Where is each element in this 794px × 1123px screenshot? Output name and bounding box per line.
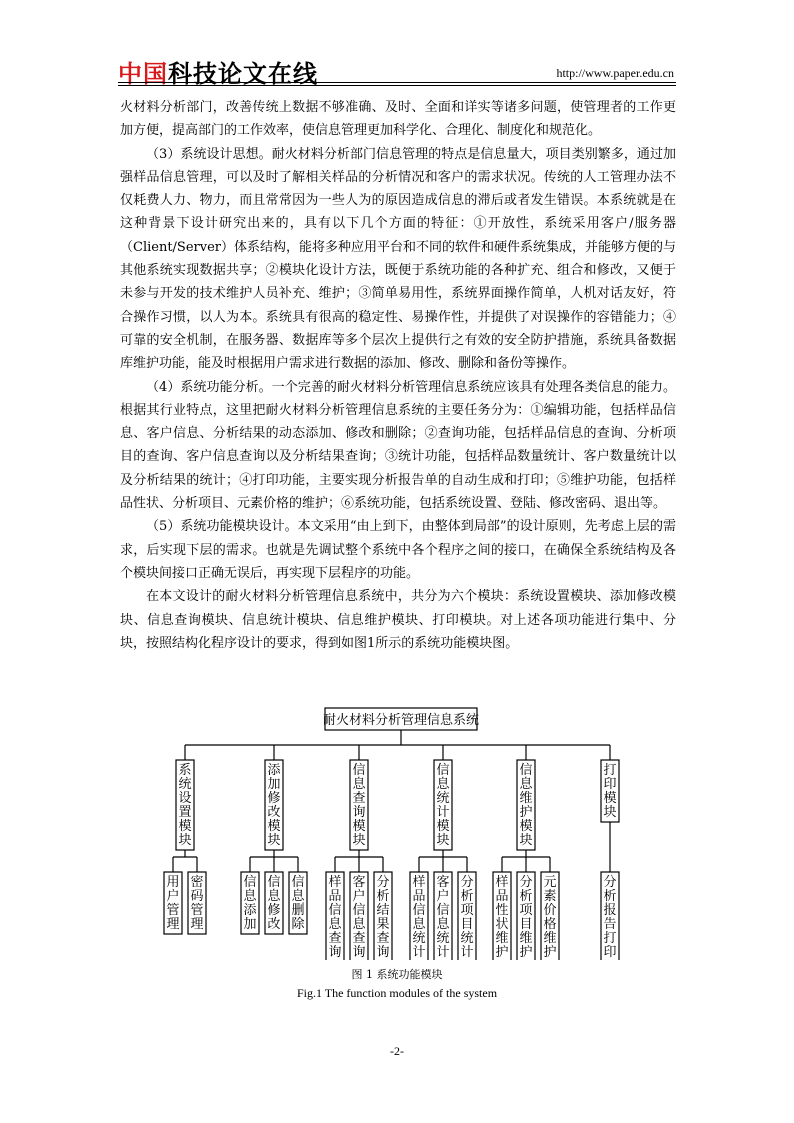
module-node-label: 信息统计模块 [436, 763, 450, 848]
header-rule [118, 82, 676, 83]
paragraph-1: 火材料分析部门，改善传统上数据不够准确、及时、全面和详实等诸多问题，使管理者的工作更加方便，提高部门的工作效率，使信息管理更加科学化、合理化、制度化和规范化。 [120, 100, 676, 139]
body-text [120, 96, 676, 655]
paragraph-5: 在本文设计的耐火材料分析管理信息系统中，共分为六个模块：系统设置模块、添加修改模块、信息查询模块、信息统计模块、信息维护模块、打印模块。对上述各项功能进行集中、分块，按照结构化程序设计的要求，得到如图1所示的系统功能模块图。 [120, 589, 676, 651]
leaf-node-label: 样品信息统计 [412, 875, 426, 960]
diagram-svg [120, 700, 676, 960]
function-module-diagram [120, 700, 676, 960]
leaf-node-label: 信息修改 [267, 875, 281, 932]
leaf-node-label: 用户管理 [166, 875, 180, 932]
leaf-node-label: 分析项目维护 [519, 875, 533, 960]
logo-black-text: 科技论文在线 [168, 60, 318, 88]
leaf-node-label: 客户信息查询 [352, 875, 366, 960]
leaf-node-label: 元素价格维护 [543, 875, 557, 960]
leaf-node-label: 信息删除 [291, 875, 305, 932]
paragraph-3: （4）系统功能分析。一个完善的耐火材料分析管理信息系统应该具有处理各类信息的能力。根据其行业特点，这里把耐火材料分析管理信息系统的主要任务分为：①编辑功能，包括样品信息、客户信息、分析结果的动态添加、修改和删除；②查询功能，包括样品信息的查询、分析项目的查询、客户信息查询以及分析结果查询；③统计功能，包括样品数量统计、客户数量统计以及分析结果的统计；④打印功能，主要实现分析报告单的自动生成和打印；⑤维护功能，包括样品性状、分析项目、元素价格的维护；⑥系统功能，包括系统设置、登陆、修改密码、退出等。 [120, 379, 676, 512]
header-url[interactable]: http://www.paper.edu.cn [556, 66, 674, 80]
module-node-label: 信息查询模块 [352, 763, 366, 848]
leaf-node-label: 密码管理 [190, 875, 204, 932]
logo-red-text: 中国 [118, 60, 168, 88]
paragraph-4: （5）系统功能模块设计。本文采用“由上到下，由整体到局部”的设计原则，先考虑上层的需求，后实现下层的需求。也就是先调试整个系统中各个程序之间的接口，在确保全系统结构及各个模块间接口正确无误后，再实现下层程序的功能。 [120, 519, 676, 581]
module-node-label: 添加修改模块 [267, 763, 281, 848]
figure-caption-cn: 图 1 系统功能模块 [351, 968, 443, 981]
module-node-label: 信息维护模块 [519, 763, 533, 848]
root-node-label: 耐火材料分析管理信息系统 [322, 713, 480, 728]
leaf-node-label: 样品性状维护 [495, 875, 509, 960]
module-node-label: 打印模块 [603, 763, 617, 820]
leaf-node-label: 客户信息统计 [436, 875, 450, 960]
leaf-node-label: 信息添加 [243, 875, 257, 932]
leaf-node-label: 分析项目统计 [460, 875, 474, 960]
header-rule-thin [118, 85, 676, 86]
paragraph-2: （3）系统设计思想。耐火材料分析部门信息管理的特点是信息量大，项目类别繁多，通过加强样品信息管理，可以及时了解相关样品的分析情况和客户的需求状况。传统的人工管理办法不仅耗费人力、物力，而且常常因为一些人为的原因造成信息的滞后或者发生错误。本系统就是在这种背景下设计研究出来的，具有以下几个方面的特征：①开放性，系统采用客户/服务器（Client/Server）体系结构，能将多种应用平台和不同的软件和硬件系统集成，并能够方便的与其他系统实现数据共享；②模块化设计方法，既便于系统功能的各种扩充、组合和修改，又便于未参与开发的技术维护人员补充、维护；③简单易用性，系统界面操作简单，人机对话友好，符合操作习惯，以人为本。系统具有很高的稳定性、易操作性，并提供了对误操作的容错能力；④可靠的安全机制，在服务器、数据库等多个层次上提供行之有效的安全防护措施，系统具备数据库维护功能，能及时根据用户需求进行数据的添加、修改、删除和备份等操作。 [120, 146, 676, 372]
leaf-node-label: 样品信息查询 [328, 875, 342, 960]
journal-logo [118, 54, 318, 89]
module-node-label: 系统设置模块 [178, 763, 192, 848]
figure-caption-en: Fig.1 The function modules of the system [296, 986, 498, 1000]
page-number: -2- [390, 1044, 404, 1058]
leaf-node-label: 分析结果查询 [376, 875, 390, 960]
leaf-node-label: 分析报告打印 [603, 875, 617, 960]
